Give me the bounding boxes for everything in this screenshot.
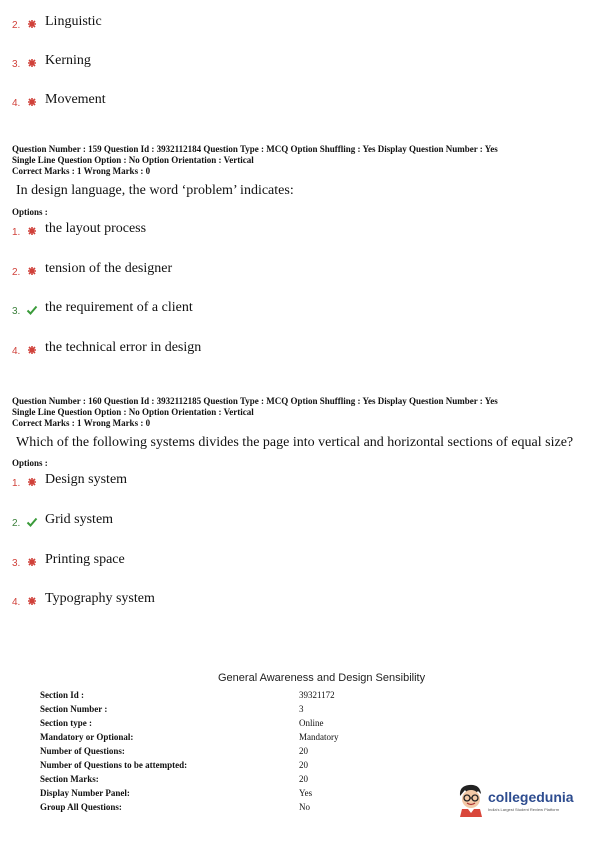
section-value: 20 bbox=[299, 774, 308, 784]
section-key: Display Number Panel: bbox=[40, 788, 130, 798]
section-value: Yes bbox=[299, 788, 313, 798]
question-160-header bbox=[12, 396, 498, 429]
question-meta-line2: Single Line Question Option : No Option Orientation : Vertical bbox=[12, 407, 254, 417]
section-key: Section type : bbox=[40, 718, 92, 728]
cross-icon bbox=[26, 96, 38, 108]
option-number: 4. bbox=[12, 98, 21, 109]
option-text: Linguistic bbox=[45, 14, 102, 29]
option-number: 4. bbox=[12, 346, 21, 357]
section-key: Number of Questions: bbox=[40, 746, 125, 756]
cross-icon bbox=[26, 344, 38, 356]
section-value: Online bbox=[299, 718, 324, 728]
option-text: Typography system bbox=[45, 591, 155, 606]
collegedunia-logo bbox=[456, 780, 581, 820]
option-number: 3. bbox=[12, 306, 21, 317]
question-marks: Correct Marks : 1 Wrong Marks : 0 bbox=[12, 418, 151, 428]
section-value: 20 bbox=[299, 746, 308, 756]
section-value: Mandatory bbox=[299, 732, 339, 742]
section-key: Group All Questions: bbox=[40, 802, 122, 812]
cross-icon bbox=[26, 556, 38, 568]
option-text: the requirement of a client bbox=[45, 300, 193, 315]
question-meta-line1: Question Number : 160 Question Id : 3932112185 Question Type : MCQ Option Shuffling : Yes Display Question Number : Yes bbox=[12, 396, 498, 406]
section-key: Mandatory or Optional: bbox=[40, 732, 134, 742]
section-value: No bbox=[299, 802, 310, 812]
option-number: 2. bbox=[12, 267, 21, 278]
mascot-icon bbox=[456, 782, 486, 818]
section-title: General Awareness and Design Sensibility bbox=[218, 672, 426, 684]
options-label: Options : bbox=[12, 207, 48, 217]
option-number: 4. bbox=[12, 597, 21, 608]
option-text: tension of the designer bbox=[45, 261, 173, 276]
cross-icon bbox=[26, 57, 38, 69]
options-label: Options : bbox=[12, 458, 48, 468]
question-marks: Correct Marks : 1 Wrong Marks : 0 bbox=[12, 166, 151, 176]
option-text: Printing space bbox=[45, 552, 125, 567]
option-number: 3. bbox=[12, 558, 21, 569]
section-value: 20 bbox=[299, 760, 308, 770]
check-icon bbox=[26, 304, 38, 316]
question-meta-line2: Single Line Question Option : No Option Orientation : Vertical bbox=[12, 155, 254, 165]
option-text: Movement bbox=[45, 92, 106, 107]
section-key: Section Id : bbox=[40, 690, 85, 700]
option-number: 1. bbox=[12, 227, 21, 238]
question-159-text: In design language, the word ‘problem’ indicates: bbox=[16, 183, 294, 198]
question-159-header bbox=[12, 144, 498, 177]
section-value: 39321172 bbox=[299, 690, 335, 700]
cross-icon bbox=[26, 595, 38, 607]
section-value: 3 bbox=[299, 704, 304, 714]
option-text: Design system bbox=[45, 472, 128, 487]
brand-name: collegedunia bbox=[488, 789, 574, 805]
section-key: Section Number : bbox=[40, 704, 108, 714]
option-text: the layout process bbox=[45, 221, 147, 236]
cross-icon bbox=[26, 18, 38, 30]
option-number: 2. bbox=[12, 20, 21, 31]
check-icon bbox=[26, 516, 38, 528]
cross-icon bbox=[26, 225, 38, 237]
question-160-text: Which of the following systems divides the page into vertical and horizontal sections of equal size? bbox=[16, 435, 574, 450]
option-text: the technical error in design bbox=[45, 340, 202, 355]
option-number: 2. bbox=[12, 518, 21, 529]
brand-tagline: India's Largest Student Review Platform bbox=[488, 807, 560, 812]
option-number: 1. bbox=[12, 478, 21, 489]
cross-icon bbox=[26, 476, 38, 488]
section-key: Section Marks: bbox=[40, 774, 99, 784]
option-text: Grid system bbox=[45, 512, 114, 527]
option-text: Kerning bbox=[45, 53, 91, 68]
question-meta-line1: Question Number : 159 Question Id : 3932112184 Question Type : MCQ Option Shuffling : Yes Display Question Number : Yes bbox=[12, 144, 498, 154]
section-key: Number of Questions to be attempted: bbox=[40, 760, 188, 770]
option-number: 3. bbox=[12, 59, 21, 70]
cross-icon bbox=[26, 265, 38, 277]
